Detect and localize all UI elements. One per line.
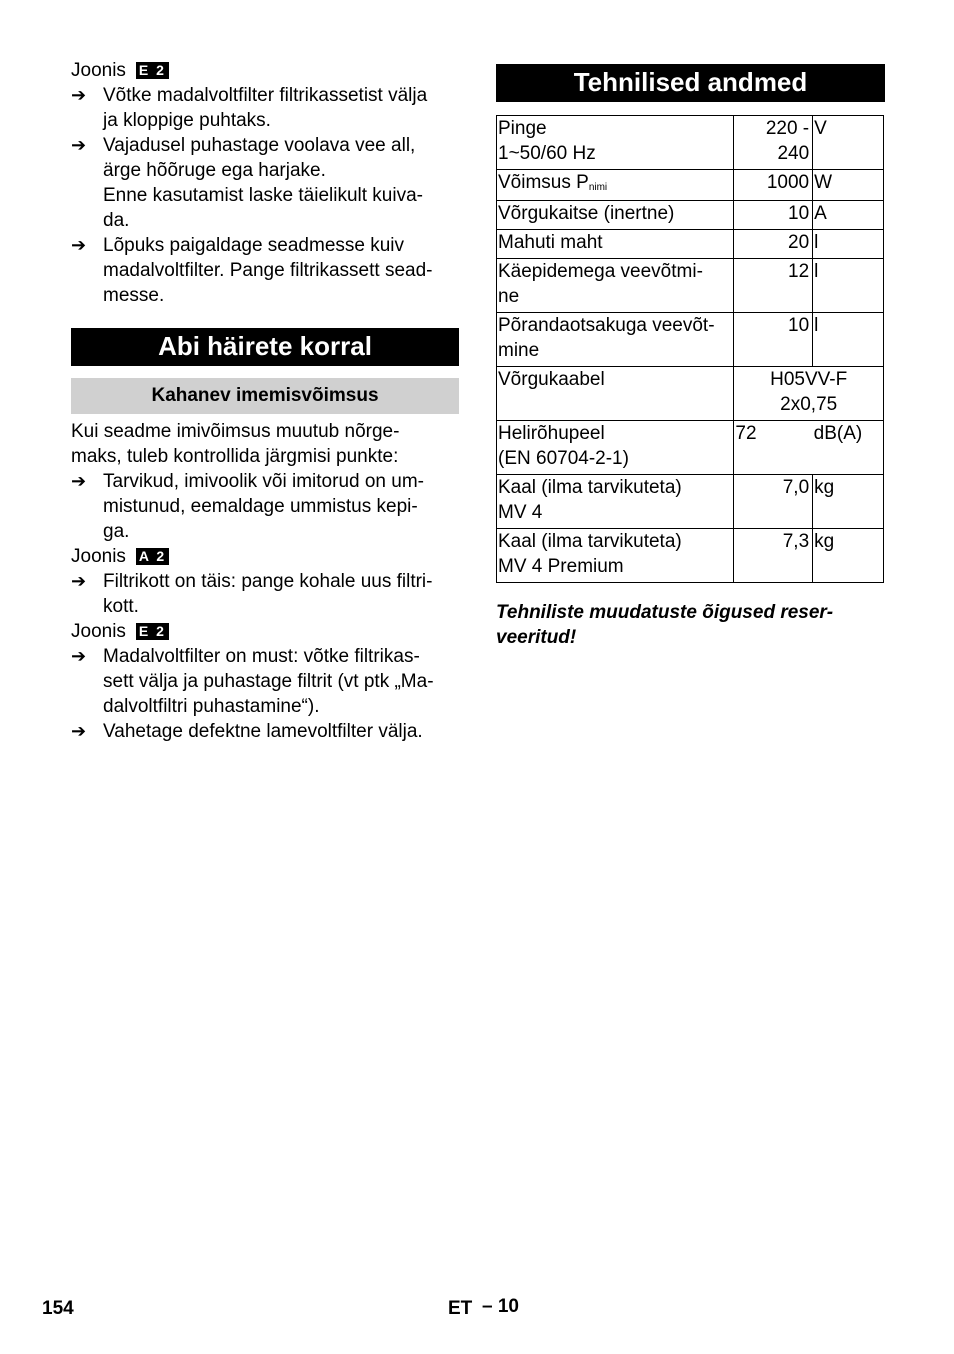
spec-value: 7,3 bbox=[734, 529, 813, 583]
page-number: 154 bbox=[42, 1298, 74, 1319]
spec-label: Võrgukaitse (inertne) bbox=[497, 201, 734, 230]
left-column bbox=[71, 58, 459, 744]
spec-label: Helirõhupeel (EN 60704-2-1) bbox=[497, 421, 734, 475]
spec-unit: kg bbox=[813, 475, 884, 529]
arrow-icon: ➔ bbox=[71, 571, 87, 591]
right-column bbox=[496, 64, 885, 650]
table-row bbox=[497, 259, 884, 313]
table-row bbox=[497, 367, 884, 421]
spec-unit: W bbox=[813, 170, 884, 201]
spec-unit: l bbox=[813, 259, 884, 313]
spec-label: Kaal (ilma tarvikuteta) MV 4 Premium bbox=[497, 529, 734, 583]
spec-label: Mahuti maht bbox=[497, 230, 734, 259]
figure-ref: Joonis E 2 bbox=[71, 58, 459, 83]
list-item: ➔ Filtrikott on täis: pange kohale uus filtri- kott. bbox=[71, 571, 433, 617]
figure-ref: Joonis E 2 bbox=[71, 619, 459, 644]
spec-value: H05VV-F 2x0,75 bbox=[734, 367, 884, 421]
table-row bbox=[497, 421, 884, 475]
list-item: ➔ Vajadusel puhastage voolava vee all, ärge hõõruge ega harjake. Enne kasutamist laske täielikult kuiva- da. bbox=[71, 135, 423, 231]
spec-value: 10 bbox=[734, 313, 813, 367]
figure-badge: E 2 bbox=[136, 62, 169, 79]
subsection-title: Kahanev imemisvõimsus bbox=[71, 378, 459, 414]
arrow-icon: ➔ bbox=[71, 85, 87, 105]
spec-label: Kaal (ilma tarvikuteta) MV 4 bbox=[497, 475, 734, 529]
instruction-list bbox=[71, 83, 459, 308]
language-code: ET bbox=[448, 1298, 473, 1319]
table-row bbox=[497, 313, 884, 367]
spec-value: 12 bbox=[734, 259, 813, 313]
spec-label: Võrgukaabel bbox=[497, 367, 734, 421]
figure-badge: A 2 bbox=[136, 548, 169, 565]
spec-unit: V bbox=[813, 116, 884, 170]
list-item: ➔ Tarvikud, imivoolik või imitorud on um- mistunud, eemaldage ummistus kepi- ga. bbox=[71, 471, 424, 542]
spec-unit: l bbox=[813, 313, 884, 367]
list-item: ➔ Vahetage defektne lamevoltfilter välja. bbox=[71, 721, 423, 742]
spec-label: Käepidemega veevõtmi- ne bbox=[497, 259, 734, 313]
table-row bbox=[497, 230, 884, 259]
arrow-icon: ➔ bbox=[71, 135, 87, 155]
spec-unit: kg bbox=[813, 529, 884, 583]
spec-unit: l bbox=[813, 230, 884, 259]
table-row bbox=[497, 475, 884, 529]
arrow-icon: ➔ bbox=[71, 646, 87, 666]
spec-value: 7,0 bbox=[734, 475, 813, 529]
table-row bbox=[497, 170, 884, 201]
intro-paragraph: Kui seadme imivõimsus muutub nõrge- maks, tuleb kontrollida järgmisi punkte: bbox=[71, 421, 400, 467]
list-item: ➔ Lõpuks paigaldage seadmesse kuiv madalvoltfilter. Pange filtrikassett sead- messe. bbox=[71, 235, 433, 306]
figure-badge: E 2 bbox=[136, 623, 169, 640]
spec-unit: dB(A) bbox=[813, 421, 884, 475]
spec-value: 1000 bbox=[734, 170, 813, 201]
local-page-number: – 10 bbox=[482, 1296, 519, 1317]
list-item: ➔ Võtke madalvoltfilter filtrikassetist välja ja kloppige puhtaks. bbox=[71, 85, 428, 131]
section-title-troubleshooting: Abi häirete korral bbox=[71, 328, 459, 366]
spec-value: 220 - 240 bbox=[734, 116, 813, 170]
spec-value: 10 bbox=[734, 201, 813, 230]
spec-unit: A bbox=[813, 201, 884, 230]
spec-label: Võimsus $P_{nimi}$ bbox=[497, 170, 734, 201]
table-row bbox=[497, 116, 884, 170]
spec-value: 20 bbox=[734, 230, 813, 259]
arrow-icon: ➔ bbox=[71, 721, 87, 741]
spec-value: 72 bbox=[734, 421, 813, 475]
tech-data-table bbox=[496, 115, 884, 583]
section-title-tech-data: Tehnilised andmed bbox=[496, 64, 885, 102]
spec-label: Pinge 1~50/60 Hz bbox=[497, 116, 734, 170]
table-row bbox=[497, 201, 884, 230]
rights-note: Tehniliste muudatuste õigused reser- veeritud! bbox=[496, 602, 834, 648]
list-item: ➔ Madalvoltfilter on must: võtke filtrikas- sett välja ja puhastage filtrit (vt ptk „Ma- dalvoltfiltri puhastamine“). bbox=[71, 646, 434, 717]
spec-label: Põrandaotsakuga veevõt- mine bbox=[497, 313, 734, 367]
figure-ref: Joonis A 2 bbox=[71, 544, 459, 569]
arrow-icon: ➔ bbox=[71, 235, 87, 255]
table-row bbox=[497, 529, 884, 583]
arrow-icon: ➔ bbox=[71, 471, 87, 491]
